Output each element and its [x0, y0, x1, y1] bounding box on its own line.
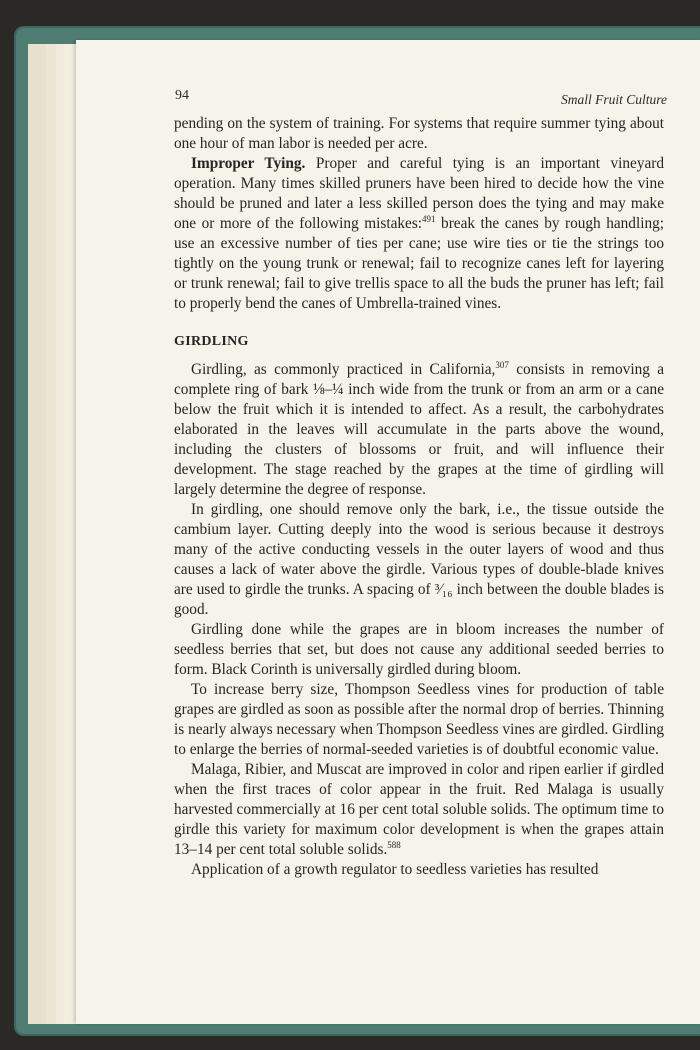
page-header [175, 88, 667, 110]
paragraph: Application of a growth regulator to seedless varieties has resulted [191, 861, 599, 878]
paragraph: To increase berry size, Thompson Seedless vines for production of table grapes are girdled as soon as possible after the normal drop of berries. Thinning is nearly always necessary when Thompson Seedless vines are girdled. Girdling to enlarge the berries of normal-seeded varieties is of doubtful economic value. [174, 681, 664, 758]
paragraph-text: Girdling, as commonly practiced in California, [191, 361, 496, 378]
paragraph-text: consists in removing a complete ring of bark ⅛–¼ inch wide from the trunk or from an arm or a cane below the fruit which it is intended to affect. As a result, the carbohydrates elaborated in the leaves will accumulate in the parts above the wound, including the clusters of blossoms or fruit, and will influence their development. The stage reached by the grapes at the time of girdling will largely determine the degree of response. [174, 361, 664, 498]
paragraph: In girdling, one should remove only the bark, i.e., the tissue outside the cambium layer. Cutting deeply into the wood is serious because it destroys many of the active conducting vessels in the outer layers of wood and thus causes a lack of water above the girdle. Various types of double-blade knives are used to girdle the trunks. A spacing of ³⁄₁₆ inch between the double blades is good. [174, 501, 664, 618]
paragraph: pending on the system of training. For systems that require summer tying about one hour of man labor is needed per acre. [174, 115, 664, 152]
running-title: Small Fruit Culture [560, 92, 667, 107]
paragraph: Girdling done while the grapes are in bloom increases the number of seedless berries that set, but does not cause any additional seeded berries to form. Black Corinth is universally girdled during bloom. [174, 621, 664, 678]
reference-number: 491 [422, 214, 436, 224]
reference-number: 588 [387, 840, 401, 850]
page-edges [28, 44, 47, 1024]
run-in-heading: Improper Tying. [191, 155, 306, 172]
paragraph [174, 760, 664, 860]
paragraph [174, 154, 664, 314]
paragraph-text: Proper and careful tying is an important vineyard operation. Many times skilled pruners have been hired to decide how the vine should be pruned and later a less skilled person does the tying and may make one or more of the following mistakes: [174, 155, 664, 232]
paragraph-text: break the canes by rough handling; use an excessive number of ties per cane; use wire ties or tie the strings too tightly on the young trunk or renewal; fail to recognize canes left for layering or trunk renewal; fail to give trellis space to all the buds the pruner has left; fail to properly bend the canes of Umbrella-trained vines. [174, 215, 664, 312]
reference-number: 307 [495, 360, 509, 370]
section-heading: GIRDLING [174, 334, 249, 349]
body-text [174, 114, 664, 880]
paragraph [174, 360, 664, 500]
paragraph-text: Malaga, Ribier, and Muscat are improved in color and ripen earlier if girdled when the first traces of color appear in the fruit. Red Malaga is usually harvested commercially at 16 per cent total soluble solids. The optimum time to girdle this variety for maximum color development is when the grapes attain 13–14 per cent total soluble solids. [174, 761, 664, 858]
page-number: 94 [175, 88, 189, 103]
